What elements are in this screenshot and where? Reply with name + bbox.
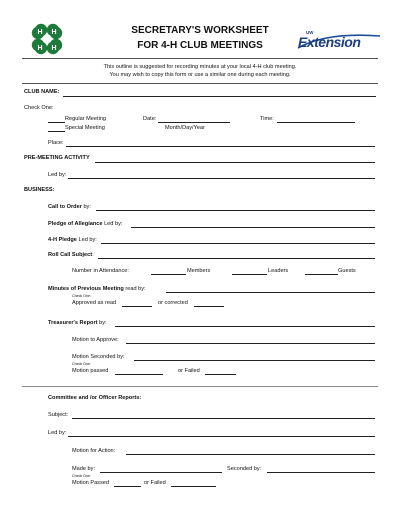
pre-meeting-field[interactable] xyxy=(95,162,375,163)
svg-text:H: H xyxy=(51,29,57,36)
leaders-label: Leaders xyxy=(268,268,289,274)
or-corrected-field[interactable] xyxy=(194,306,224,307)
action-motion-passed-label: Motion Passed xyxy=(72,480,110,486)
special-meeting-label: Special Meeting xyxy=(65,125,105,131)
pre-meeting-led-by-field[interactable] xyxy=(68,178,375,179)
treasurer-motion-passed-label: Motion passed xyxy=(72,368,109,374)
date-label: Date: xyxy=(143,116,157,122)
page-subtitle: FOR 4-H CLUB MEETINGS xyxy=(137,40,263,51)
intro-line-1: This outline is suggested for recording minutes at your local 4-H club meeting. xyxy=(103,64,297,70)
minutes-read-by-field[interactable] xyxy=(166,292,375,293)
treasurer-or-failed-field[interactable] xyxy=(205,374,236,375)
date-format-hint: Month/Day/Year xyxy=(165,125,205,131)
treasurer-rest: by: xyxy=(97,320,107,326)
pre-meeting-label: PRE-MEETING ACTIVITY xyxy=(24,155,90,161)
seconded-by-label: Seconded by: xyxy=(227,466,262,472)
treasurer-motion-approve-field[interactable] xyxy=(126,343,375,344)
action-check-one: Check One: xyxy=(72,474,91,478)
regular-meeting-label: Regular Meeting xyxy=(65,116,107,122)
action-or-failed-label: or Failed xyxy=(144,480,166,486)
guests-label: Guests xyxy=(338,268,356,274)
business-heading: BUSINESS: xyxy=(24,187,55,193)
action-or-failed-field[interactable] xyxy=(171,486,216,487)
treasurer-motion-passed-field[interactable] xyxy=(115,374,163,375)
intro-divider xyxy=(22,83,378,84)
club-name-field[interactable] xyxy=(63,96,376,97)
members-field[interactable] xyxy=(151,274,186,275)
committee-reports-heading: Committee and /or Officer Reports: xyxy=(48,395,142,401)
treasurer-motion-approve-label: Motion to Approve: xyxy=(72,337,119,343)
seconded-by-field[interactable] xyxy=(267,472,375,473)
minutes-rest: read by: xyxy=(123,286,146,292)
club-name-label: CLUB NAME: xyxy=(24,89,60,95)
committee-divider xyxy=(22,386,378,387)
page-title: SECRETARY'S WORKSHEET xyxy=(131,25,269,36)
fourh-pledge-field[interactable] xyxy=(101,243,375,244)
treasurer-check-one: Check One: xyxy=(72,362,91,366)
header-divider xyxy=(22,58,378,59)
leaders-field[interactable] xyxy=(232,274,267,275)
extension-logo-prefix: UW xyxy=(306,30,314,35)
fourh-pledge-rest: Led by: xyxy=(76,237,97,243)
minutes-label xyxy=(48,286,146,292)
call-to-order-rest: by: xyxy=(81,204,91,210)
motion-for-action-field[interactable] xyxy=(126,454,375,455)
intro-line-2: You may wish to copy this form or use a similar one during each meeting. xyxy=(109,72,291,78)
motion-for-action-label: Motion for Action: xyxy=(72,448,116,454)
svg-text:H: H xyxy=(51,45,57,52)
minutes-bold: Minutes of Previous Meeting xyxy=(48,286,124,292)
call-to-order-bold: Call to Order xyxy=(48,204,82,210)
call-to-order-field[interactable] xyxy=(96,210,375,211)
pledge-field[interactable] xyxy=(131,227,375,228)
roll-call-bold: Roll Call Subject xyxy=(48,252,93,258)
members-label: Members xyxy=(187,268,211,274)
treasurer-or-failed-label: or Failed xyxy=(178,368,200,374)
made-by-field[interactable] xyxy=(100,472,222,473)
treasurer-motion-seconded-label: Motion Seconded by: xyxy=(72,354,125,360)
treasurer-motion-seconded-field[interactable] xyxy=(134,360,375,361)
regular-meeting-checkbox[interactable] xyxy=(48,122,65,123)
guests-field[interactable] xyxy=(305,274,338,275)
extension-logo-text: Extension xyxy=(298,34,361,50)
subject-label: Subject: xyxy=(48,412,69,418)
made-by-label: Made by: xyxy=(72,466,96,472)
treasurer-field[interactable] xyxy=(115,326,375,327)
roll-call-field[interactable] xyxy=(98,258,375,259)
treasurer-bold: Treasurer's Report xyxy=(48,320,98,326)
time-field[interactable] xyxy=(277,122,355,123)
fourh-pledge-bold: 4-H Pledge xyxy=(48,237,77,243)
special-meeting-checkbox[interactable] xyxy=(48,131,65,132)
subject-field[interactable] xyxy=(72,418,375,419)
svg-text:H: H xyxy=(37,45,43,52)
pledge-rest: Led by: xyxy=(102,221,123,227)
roll-call-label xyxy=(48,252,94,258)
roll-call-rest: : xyxy=(92,252,94,258)
approved-as-read-label: Approved as read xyxy=(72,300,117,306)
pre-meeting-led-by-label: Led by: xyxy=(48,172,67,178)
fourh-pledge-label xyxy=(48,237,97,243)
check-one-label: Check One: xyxy=(24,105,54,111)
committee-led-by-field[interactable] xyxy=(68,436,375,437)
place-label: Place: xyxy=(48,140,64,146)
svg-text:H: H xyxy=(37,29,43,36)
call-to-order-label xyxy=(48,204,91,210)
minutes-check-one: Check One: xyxy=(72,294,91,298)
date-field[interactable] xyxy=(158,122,230,123)
committee-led-by-label: Led by: xyxy=(48,430,67,436)
place-field[interactable] xyxy=(66,146,375,147)
extension-logo xyxy=(296,30,382,52)
number-attendance-label: Number in Attendance: xyxy=(72,268,129,274)
action-motion-passed-field[interactable] xyxy=(114,486,141,487)
pledge-bold: Pledge of Allegiance xyxy=(48,221,103,227)
pledge-label xyxy=(48,221,122,227)
treasurer-label xyxy=(48,320,107,326)
or-corrected-label: or corrected xyxy=(158,300,188,306)
time-label: Time: xyxy=(260,116,274,122)
approved-as-read-field[interactable] xyxy=(122,306,152,307)
